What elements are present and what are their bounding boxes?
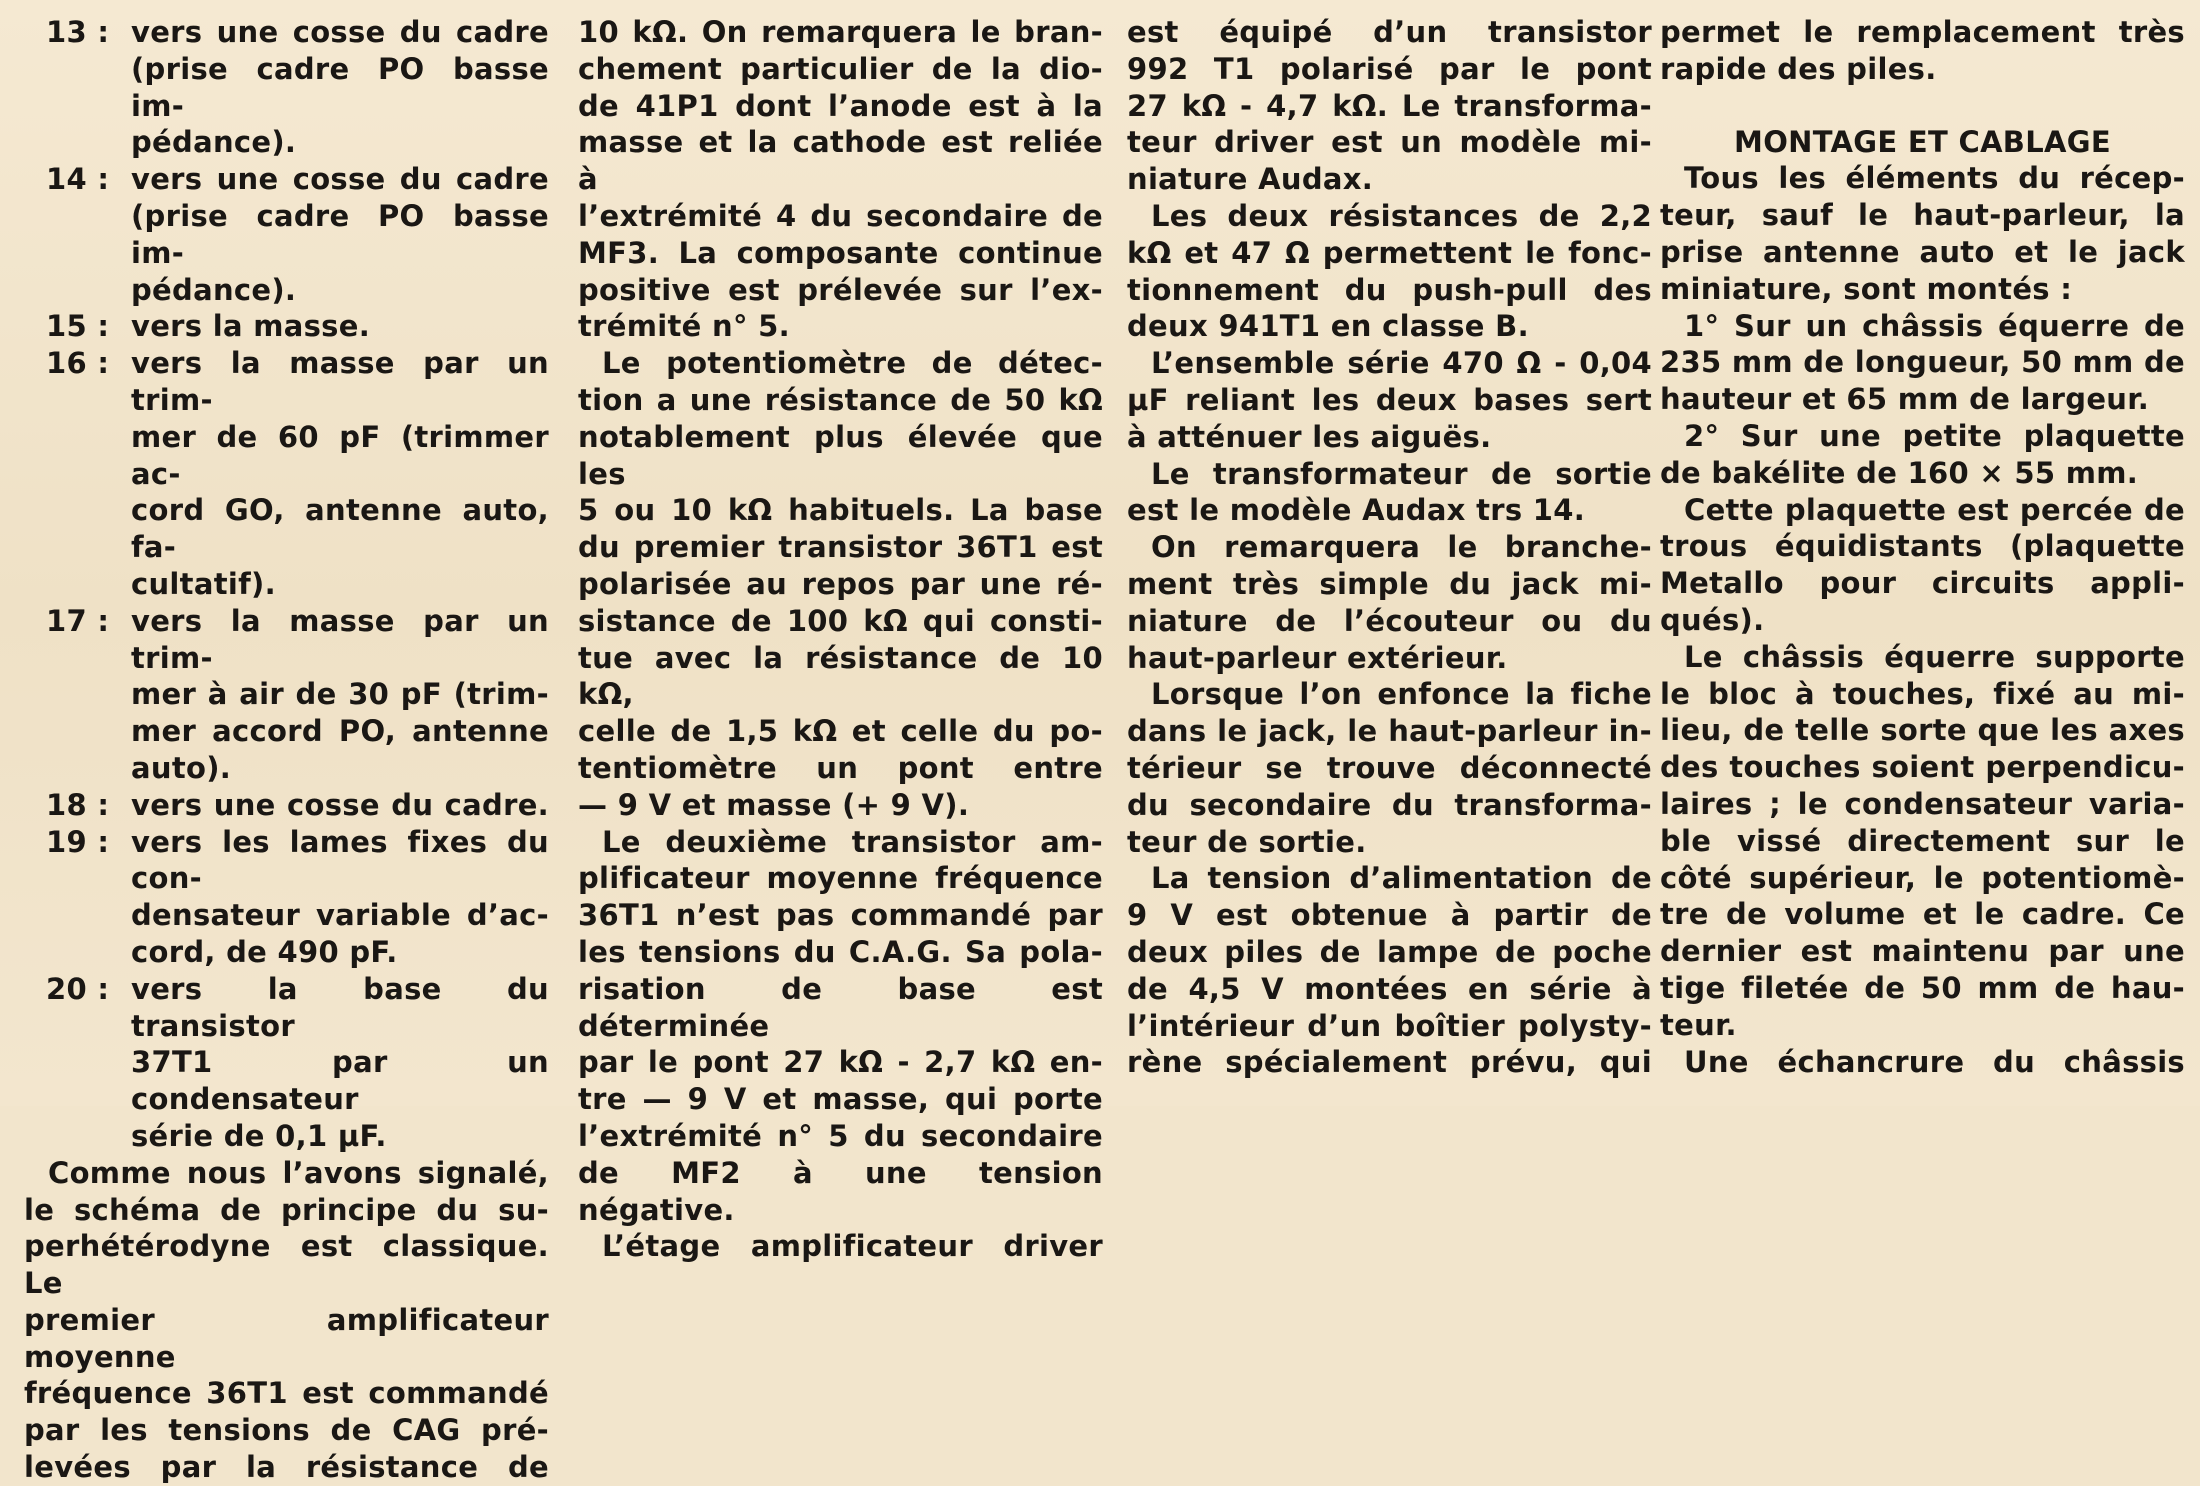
- text-line: [1660, 344, 2185, 381]
- text-line: [1660, 492, 2185, 529]
- text-line: [1660, 823, 2185, 860]
- text-line-content: haut-parleur extérieur.: [1127, 640, 1508, 675]
- list-item-text: vers une cosse du cadre: [131, 15, 549, 49]
- text-line-content: Une échancrure du châssis: [1684, 1044, 2185, 1079]
- text-line: [578, 198, 1103, 235]
- list-item-text: cultatif).: [131, 566, 276, 601]
- text-line-content: premier amplificateur moyenne: [24, 1302, 549, 1374]
- text-line-content: 992 T1 polarisé par le pont: [1127, 51, 1652, 86]
- list-item-continuation: [24, 713, 549, 750]
- text-line-content: teur.: [1660, 1007, 1737, 1042]
- list-item-text: série de 0,1 µF.: [131, 1118, 387, 1153]
- text-line-content: Comme nous l’avons signalé,: [48, 1155, 549, 1190]
- text-line-content: ment très simple du jack mi-: [1127, 566, 1652, 601]
- list-item-continuation: [24, 51, 549, 125]
- list-item-text: mer à air de 30 pF (trim-: [131, 677, 549, 712]
- text-line: [1127, 676, 1652, 713]
- text-line-content: fréquence 36T1 est commandé: [24, 1376, 549, 1411]
- text-line-content: 10 kΩ. On remarquera le bran-: [578, 15, 1103, 49]
- list-item-text: vers la masse.: [131, 309, 371, 344]
- list-item-continuation: [24, 124, 549, 161]
- text-line: [578, 566, 1103, 603]
- list-item-text: vers la masse par un trim-: [131, 346, 549, 417]
- list-item: [24, 345, 549, 419]
- text-line: [1127, 198, 1652, 235]
- text-line-content: trémité n° 5.: [578, 309, 790, 344]
- text-line-content: deux piles de lampe de poche: [1127, 934, 1652, 969]
- text-line-content: perhétérodyne est classique. Le: [24, 1229, 549, 1301]
- list-item-text: cord, de 490 pF.: [131, 934, 398, 969]
- list-item-continuation: [24, 492, 549, 566]
- text-line: [578, 492, 1103, 529]
- text-line-content: L’ensemble série 470 Ω - 0,04: [1151, 346, 1652, 381]
- text-line-content: Metallo pour circuits appli-: [1660, 566, 2185, 601]
- text-line-content: de 41P1 dont l’anode est à la: [578, 88, 1103, 123]
- text-line-content: masse et la cathode est reliée à: [578, 125, 1103, 197]
- list-item-text: vers les lames fixes du con-: [131, 824, 549, 896]
- text-line-content: tentiomètre un pont entre: [578, 750, 1103, 785]
- text-line-content: La tension d’alimentation de: [1151, 861, 1652, 896]
- text-line-content: L’étage amplificateur driver: [602, 1229, 1103, 1264]
- text-line-content: tre — 9 V et masse, qui porte: [578, 1082, 1103, 1117]
- list-item-continuation: [24, 419, 549, 493]
- text-line-content: niature de l’écouteur ou du: [1127, 603, 1652, 638]
- list-item-text: pédance).: [131, 272, 297, 307]
- text-line: [1127, 787, 1652, 824]
- text-line: [578, 971, 1103, 1045]
- text-line: [578, 419, 1103, 493]
- text-line-content: térieur se trouve déconnecté: [1127, 750, 1652, 785]
- text-line-content: teur, sauf le haut-parleur, la: [1660, 198, 2185, 233]
- text-column-3: [1127, 14, 1652, 1081]
- list-number: 17 :: [46, 603, 110, 638]
- text-line: [1127, 235, 1652, 272]
- text-line-content: l’intérieur d’un boîtier polysty-: [1127, 1008, 1652, 1043]
- list-number: 19 :: [46, 824, 110, 859]
- text-line: [1127, 124, 1652, 161]
- text-line: [578, 14, 1103, 51]
- text-line: [1127, 529, 1652, 566]
- text-line: [578, 51, 1103, 88]
- list-item-continuation: [24, 750, 549, 787]
- text-line: [1660, 51, 2185, 88]
- text-line-content: rapide des piles.: [1660, 51, 1937, 86]
- text-line: [1127, 1008, 1652, 1045]
- text-line: [1660, 565, 2185, 602]
- list-item-continuation: [24, 1118, 549, 1155]
- text-line: [578, 345, 1103, 382]
- text-line: [578, 1081, 1103, 1118]
- text-line: [578, 750, 1103, 787]
- text-line-content: kΩ et 47 Ω permettent le fonc-: [1127, 235, 1652, 270]
- text-line-content: lieu, de telle sorte que les axes: [1660, 713, 2185, 748]
- text-line-content: Les deux résistances de 2,2: [1151, 198, 1652, 233]
- text-line: [1660, 786, 2185, 823]
- text-line-content: Lorsque l’on enfonce la fiche: [1151, 677, 1652, 712]
- list-item: [24, 787, 549, 824]
- text-line: [1127, 603, 1652, 640]
- text-line: [1127, 750, 1652, 787]
- text-line-content: µF reliant les deux bases sert: [1127, 382, 1652, 417]
- text-line-content: 1° Sur un châssis équerre de: [1684, 308, 2185, 343]
- list-item-continuation: [24, 897, 549, 934]
- text-line-content: l’extrémité 4 du secondaire de: [578, 198, 1103, 233]
- text-line: [24, 1192, 549, 1229]
- text-line-content: est équipé d’un transistor: [1127, 15, 1652, 49]
- text-line: [578, 1155, 1103, 1229]
- text-line-content: de MF2 à une tension négative.: [578, 1155, 1103, 1227]
- list-item-text: cord GO, antenne auto, fa-: [131, 493, 549, 565]
- text-line: [24, 1302, 549, 1376]
- text-line: [1660, 528, 2185, 565]
- text-line-content: deux 941T1 en classe B.: [1127, 309, 1529, 344]
- list-item-continuation: [24, 1044, 549, 1118]
- text-line: [1660, 308, 2185, 345]
- text-line-content: Le transformateur de sortie: [1151, 456, 1652, 491]
- text-line-content: qués).: [1660, 602, 1765, 637]
- list-number: 16 :: [46, 346, 110, 381]
- list-item-text: 37T1 par un condensateur: [131, 1045, 549, 1117]
- text-line-content: du secondaire du transforma-: [1127, 787, 1652, 822]
- text-line: [1127, 713, 1652, 750]
- text-line: [1127, 51, 1652, 88]
- list-item-text: vers une cosse du cadre: [131, 162, 549, 197]
- list-item-text: pédance).: [131, 125, 297, 160]
- text-line-content: — 9 V et masse (+ 9 V).: [578, 787, 970, 822]
- text-line-content: l’extrémité n° 5 du secondaire: [578, 1118, 1103, 1153]
- text-line: [1660, 271, 2185, 308]
- text-line-content: rène spécialement prévu, qui: [1127, 1045, 1652, 1080]
- text-line: [1127, 934, 1652, 971]
- list-number: 14 :: [46, 162, 110, 197]
- text-line: [1660, 234, 2185, 271]
- text-line-content: 235 mm de longueur, 50 mm de: [1660, 345, 2185, 380]
- text-line-content: trous équidistants (plaquette: [1660, 529, 2185, 564]
- text-line: [1660, 676, 2185, 713]
- text-line-content: est le modèle Audax trs 14.: [1127, 493, 1586, 528]
- text-line: [24, 1228, 549, 1302]
- list-item-continuation: [24, 676, 549, 713]
- text-line-content: chement particulier de la dio-: [578, 51, 1103, 86]
- text-line-content: celle de 1,5 kΩ et celle du po-: [578, 714, 1103, 749]
- text-line: [1127, 382, 1652, 419]
- text-line-content: ble vissé directement sur le: [1660, 823, 2185, 858]
- text-line: [1127, 14, 1652, 51]
- text-line-content: 9 V est obtenue à partir de: [1127, 898, 1652, 933]
- text-line: [1127, 272, 1652, 309]
- list-item: [24, 14, 549, 51]
- text-column-2: [578, 14, 1103, 1265]
- text-line-content: polarisée au repos par une ré-: [578, 566, 1103, 601]
- text-line: [1660, 712, 2185, 749]
- text-line-content: Le deuxième transistor am-: [602, 824, 1103, 859]
- text-line-content: On remarquera le branche-: [1151, 530, 1652, 565]
- text-line: [578, 308, 1103, 345]
- text-line: [578, 640, 1103, 714]
- text-line: [1127, 345, 1652, 382]
- text-line: [1660, 860, 2185, 897]
- text-line-content: MF3. La composante continue: [578, 235, 1103, 270]
- text-column-4: [1660, 14, 2185, 1080]
- text-line-content: des touches soient perpendicu-: [1660, 750, 2185, 785]
- text-line-content: laires ; le condensateur varia-: [1660, 786, 2185, 821]
- text-line-content: tionnement du push-pull des: [1127, 272, 1652, 307]
- list-item: [24, 161, 549, 198]
- list-item-text: (prise cadre PO basse im-: [131, 51, 549, 123]
- text-line-content: 27 kΩ - 4,7 kΩ. Le transforma-: [1127, 88, 1652, 123]
- list-item-continuation: [24, 272, 549, 309]
- text-line-content: hauteur et 65 mm de largeur.: [1660, 382, 2150, 417]
- section-heading-text: MONTAGE ET CABLAGE: [1734, 124, 2111, 159]
- text-line: [1660, 970, 2185, 1007]
- text-line-content: 2° Sur une petite plaquette: [1684, 418, 2185, 453]
- text-line-content: du premier transistor 36T1 est: [578, 530, 1103, 565]
- text-line-content: miniature, sont montés :: [1660, 271, 2073, 306]
- text-line: [1660, 1007, 2185, 1044]
- text-line: [1127, 419, 1652, 456]
- text-line: [578, 88, 1103, 125]
- text-line: [1660, 455, 2185, 492]
- text-line: [1127, 824, 1652, 861]
- text-line: [578, 934, 1103, 971]
- text-line: [1660, 896, 2185, 933]
- text-line: [578, 124, 1103, 198]
- text-line: [1127, 492, 1652, 529]
- text-line-content: teur de sortie.: [1127, 824, 1367, 859]
- text-line-content: Le châssis équerre supporte: [1684, 639, 2185, 674]
- text-line-content: à atténuer les aiguës.: [1127, 419, 1492, 454]
- text-line: [578, 860, 1103, 897]
- list-item-text: vers la masse par un trim-: [131, 603, 549, 675]
- text-line: [578, 529, 1103, 566]
- text-line-content: notablement plus élevée que les: [578, 419, 1103, 491]
- list-item-text: mer de 60 pF (trimmer ac-: [131, 419, 549, 491]
- text-line: [1127, 88, 1652, 125]
- text-line: [1127, 456, 1652, 493]
- text-line-content: Tous les éléments du récep-: [1684, 161, 2185, 196]
- text-line: [578, 1118, 1103, 1155]
- list-item-continuation: [24, 566, 549, 603]
- text-line-content: le bloc à touches, fixé au mi-: [1660, 676, 2185, 711]
- list-item-continuation: [24, 934, 549, 971]
- text-line-content: plificateur moyenne fréquence: [578, 861, 1103, 896]
- text-line: [1660, 1044, 2185, 1081]
- text-line-content: levées par la résistance de: [24, 1450, 549, 1485]
- text-line: [578, 787, 1103, 824]
- list-item-text: auto).: [131, 750, 232, 785]
- list-number: 20 :: [46, 971, 110, 1006]
- text-line-content: dans le jack, le haut-parleur in-: [1127, 714, 1652, 749]
- list-number: 13 :: [46, 15, 110, 49]
- list-number: 15 :: [46, 309, 110, 344]
- text-line: [1127, 897, 1652, 934]
- text-line: [1127, 971, 1652, 1008]
- text-line-content: prise antenne auto et le jack: [1660, 234, 2185, 269]
- text-line: [578, 272, 1103, 309]
- text-line: [578, 897, 1103, 934]
- text-line: [1660, 418, 2185, 455]
- text-line-content: tre de volume et le cadre. Ce: [1660, 897, 2185, 932]
- text-line: [24, 1449, 549, 1486]
- list-item: [24, 603, 549, 677]
- text-line-content: Le potentiomètre de détec-: [602, 346, 1103, 381]
- text-line: [578, 1044, 1103, 1081]
- text-line-content: teur driver est un modèle mi-: [1127, 125, 1652, 160]
- text-line-content: par le pont 27 kΩ - 2,7 kΩ en-: [578, 1045, 1103, 1080]
- list-item-text: mer accord PO, antenne: [131, 714, 549, 749]
- text-line-content: risation de base est déterminée: [578, 971, 1103, 1043]
- text-line-content: 5 ou 10 kΩ habituels. La base: [578, 493, 1103, 528]
- text-line: [1127, 640, 1652, 677]
- text-line: [1127, 308, 1652, 345]
- text-line-content: Cette plaquette est percée de: [1684, 492, 2185, 527]
- text-line-content: côté supérieur, le potentiomè-: [1660, 860, 2185, 895]
- text-line-content: par les tensions de CAG pré-: [24, 1413, 549, 1448]
- text-line: [578, 235, 1103, 272]
- text-line-content: de 4,5 V montées en série à: [1127, 971, 1652, 1006]
- text-column-1: [24, 14, 549, 1486]
- text-line: [1660, 14, 2185, 51]
- text-line: [578, 603, 1103, 640]
- text-line-content: permet le remplacement très: [1660, 15, 2185, 49]
- list-item: [24, 308, 549, 345]
- list-item-text: vers une cosse du cadre.: [131, 787, 549, 822]
- text-line-content: tion a une résistance de 50 kΩ: [578, 382, 1103, 417]
- section-heading: [1660, 124, 2185, 161]
- text-line: [1660, 639, 2185, 676]
- list-item-text: (prise cadre PO basse im-: [131, 198, 549, 270]
- list-item-text: vers la base du transistor: [131, 971, 549, 1043]
- list-item: [24, 824, 549, 898]
- text-line-content: tue avec la résistance de 10 kΩ,: [578, 640, 1103, 712]
- text-line-content: dernier est maintenu par une: [1660, 934, 2185, 969]
- list-item-continuation: [24, 198, 549, 272]
- list-item: [24, 971, 549, 1045]
- text-line: [578, 824, 1103, 861]
- list-item-text: densateur variable d’ac-: [131, 898, 549, 933]
- text-line: [578, 1228, 1103, 1265]
- text-line: [578, 382, 1103, 419]
- text-line-content: les tensions du C.A.G. Sa pola-: [578, 934, 1103, 969]
- text-line: [24, 1412, 549, 1449]
- text-line: [1127, 1044, 1652, 1081]
- text-line-content: tige filetée de 50 mm de hau-: [1660, 970, 2185, 1005]
- text-line-content: positive est prélevée sur l’ex-: [578, 272, 1103, 307]
- text-line: [1660, 197, 2185, 234]
- text-line-content: de bakélite de 160 × 55 mm.: [1660, 455, 2139, 490]
- text-line: [1127, 860, 1652, 897]
- text-line-content: sistance de 100 kΩ qui consti-: [578, 603, 1103, 638]
- text-line: [1127, 566, 1652, 603]
- text-line: [24, 1155, 549, 1192]
- text-line: [1660, 602, 2185, 639]
- text-line-content: niature Audax.: [1127, 162, 1374, 197]
- text-line-content: 36T1 n’est pas commandé par: [578, 898, 1103, 933]
- text-line: [578, 713, 1103, 750]
- text-line: [1660, 749, 2185, 786]
- text-line: [1660, 933, 2185, 970]
- text-line-content: le schéma de principe du su-: [24, 1192, 549, 1227]
- list-number: 18 :: [46, 787, 110, 822]
- text-line: [24, 1375, 549, 1412]
- text-line: [1660, 160, 2185, 197]
- text-line: [1660, 381, 2185, 418]
- text-line: [1127, 161, 1652, 198]
